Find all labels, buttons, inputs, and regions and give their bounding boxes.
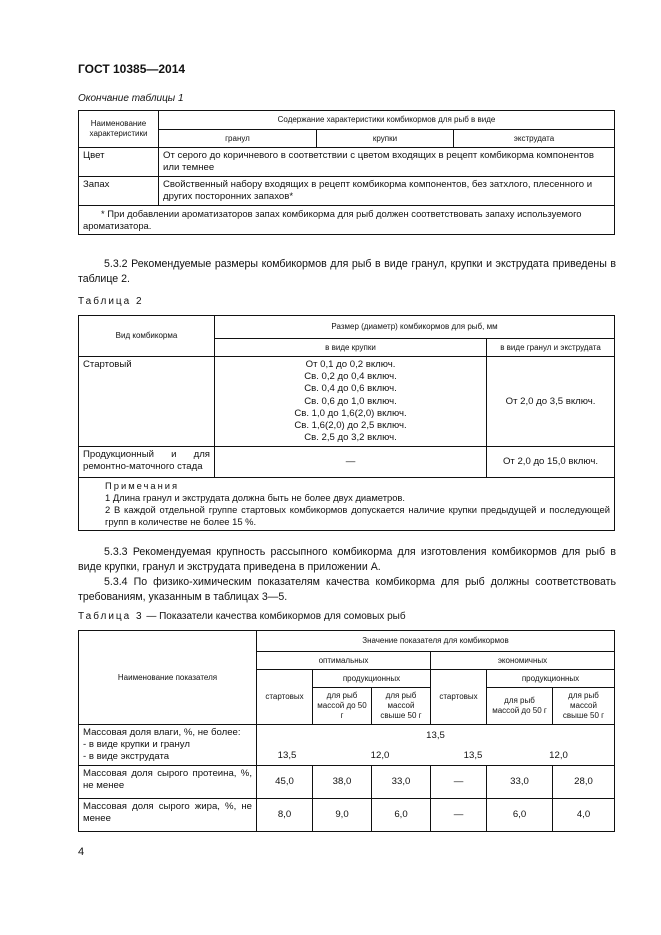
t1-row-smell-name: Запах xyxy=(79,177,159,206)
t2-crumb-range: Св. 1,0 до 1,6(2,0) включ. xyxy=(294,407,407,419)
t2-sub-granules: в виде гранул и экструдата xyxy=(487,339,615,357)
t2-notes xyxy=(79,478,615,531)
t3-moisture-b-eco-prod: 12,0 xyxy=(549,750,568,761)
t3-fat-v6: 4,0 xyxy=(553,799,615,832)
t3-eco-under-50: для рыб массой до 50 г xyxy=(487,688,553,725)
t2-note-2: 2 В каждой отдельной группе стартовых комбикормов допускается наличие крупки предыдущей и последующей групп в количестве не более 15 %. xyxy=(105,504,610,528)
t2-sub-crumbs: в виде крупки xyxy=(215,339,487,357)
t3-protein-v2: 38,0 xyxy=(313,766,372,799)
table-3 xyxy=(78,630,615,832)
t2-row-start-name: Стартовый xyxy=(79,357,215,447)
t3-moisture-all: 13,5 xyxy=(426,730,445,741)
t2-row-prod-name: Продукционный и для ремонтно-маточного стада xyxy=(79,447,215,478)
t1-sub-extrudate: экструдата xyxy=(454,130,615,148)
paragraph-5-3-4: 5.3.4 По физико-химическим показателям качества комбикорма для рыб должны соответствовать требованиям, указанным в таблицах 3—5. xyxy=(78,576,616,603)
t2-note-1: 1 Длина гранул и экструдата должна быть не более двух диаметров. xyxy=(105,492,406,504)
t1-row-smell-value: Свойственный набору входящих в рецепт комбикорма компонентов, без затхлого, плесенного и других посторонних запахов* xyxy=(159,177,615,206)
t2-row-start-crumbs xyxy=(215,357,487,447)
t3-opt-over-50: для рыб массой свыше 50 г xyxy=(372,688,431,725)
t3-moisture-b-eco-start: 13,5 xyxy=(463,750,483,761)
t2-crumb-range: Св. 0,6 до 1,0 включ. xyxy=(304,395,397,407)
document-header: ГОСТ 10385—2014 xyxy=(78,62,186,76)
t2-crumb-range: Св. 2,5 до 3,2 включ. xyxy=(304,432,397,444)
t1-sub-crumbs: крупки xyxy=(317,130,454,148)
table-2 xyxy=(78,315,615,531)
t3-eco-starter: стартовых xyxy=(431,670,487,725)
t3-protein-v1: 45,0 xyxy=(257,766,313,799)
table3-caption xyxy=(78,611,406,622)
t2-crumb-range: Св. 1,6(2,0) до 2,5 включ. xyxy=(294,420,407,432)
t3-fat-v2: 9,0 xyxy=(313,799,372,832)
t1-sub-granules: гранул xyxy=(159,130,317,148)
t3-protein-v3: 33,0 xyxy=(372,766,431,799)
t3-opt-production: продукционных xyxy=(313,670,431,688)
t3-protein-v4: — xyxy=(431,766,487,799)
t2-row-start-granules: От 2,0 до 3,5 включ. xyxy=(487,357,615,447)
t1-col-group: Содержание характеристики комбикормов для рыб в виде xyxy=(159,111,615,130)
t1-col-name: Наименование характеристики xyxy=(79,111,159,148)
t1-row-color-value: От серого до коричневого в соответствии с цветом входящих в рецепт комбикорма компонентов или темнее xyxy=(159,148,615,177)
t3-row-moisture-name: Массовая доля влаги, %, не более: - в виде крупки и гранул - в виде экструдата xyxy=(79,725,257,766)
t3-col-group: Значение показателя для комбикормов xyxy=(257,631,615,652)
paragraph-5-3-2: 5.3.2 Рекомендуемые размеры комбикормов для рыб в виде гранул, крупки и экструдата приведены в таблице 2. xyxy=(78,258,616,285)
t3-fat-v3: 6,0 xyxy=(372,799,431,832)
t2-crumb-range: От 0,1 до 0,2 включ. xyxy=(305,359,396,370)
t3-row-moisture-values xyxy=(257,725,615,766)
t3-fat-v1: 8,0 xyxy=(257,799,313,832)
t3-economic: экономичных xyxy=(431,652,615,670)
t3-protein-v6: 28,0 xyxy=(553,766,615,799)
t2-row-prod-granules: От 2,0 до 15,0 включ. xyxy=(487,447,615,478)
t3-moisture-b-opt-start: 13,5 xyxy=(277,750,297,761)
t2-col-kind: Вид комбикорма xyxy=(79,316,215,357)
t3-optimal: оптимальных xyxy=(257,652,431,670)
page-number: 4 xyxy=(78,846,85,858)
t2-notes-title: Примечания xyxy=(105,480,180,492)
t2-col-group: Размер (диаметр) комбикормов для рыб, мм xyxy=(215,316,615,339)
paragraph-5-3-3: 5.3.3 Рекомендуемая крупность рассыпного комбикорма для изготовления комбикормов для рыб в виде крупки, гранул и экструдата приведена в приложении А. xyxy=(78,546,616,573)
t3-protein-v5: 33,0 xyxy=(487,766,553,799)
table3-caption-text: — Показатели качества комбикормов для сомовых рыб xyxy=(143,611,406,622)
t2-row-prod-crumbs: — xyxy=(215,447,487,478)
t3-opt-starter: стартовых xyxy=(257,670,313,725)
t3-row-fat-name: Массовая доля сырого жира, %, не менее xyxy=(79,799,257,832)
table2-caption: Таблица 2 xyxy=(78,296,144,307)
t3-opt-under-50: для рыб массой до 50 г xyxy=(313,688,372,725)
t3-fat-v4: — xyxy=(431,799,487,832)
table1-caption: Окончание таблицы 1 xyxy=(78,93,184,104)
t1-row-color-name: Цвет xyxy=(79,148,159,177)
t3-eco-production: продукционных xyxy=(487,670,615,688)
t3-moisture-b-opt-prod: 12,0 xyxy=(370,750,390,761)
t2-crumb-range: Св. 0,2 до 0,4 включ. xyxy=(304,371,397,383)
table3-caption-label: Таблица 3 xyxy=(78,611,144,622)
t2-crumb-range: Св. 0,4 до 0,6 включ. xyxy=(304,383,397,395)
t3-col-name: Наименование показателя xyxy=(79,631,257,725)
paragraphs-5-3-3-5-3-4 xyxy=(78,545,616,605)
t3-row-protein-name: Массовая доля сырого протеина, %, не менее xyxy=(79,766,257,799)
table-1 xyxy=(78,110,615,235)
t3-fat-v5: 6,0 xyxy=(487,799,553,832)
t1-footnote: * При добавлении ароматизаторов запах комбикорма для рыб должен соответствовать запаху используемого ароматизатора. xyxy=(79,206,615,235)
t3-eco-over-50: для рыб массой свыше 50 г xyxy=(553,688,615,725)
